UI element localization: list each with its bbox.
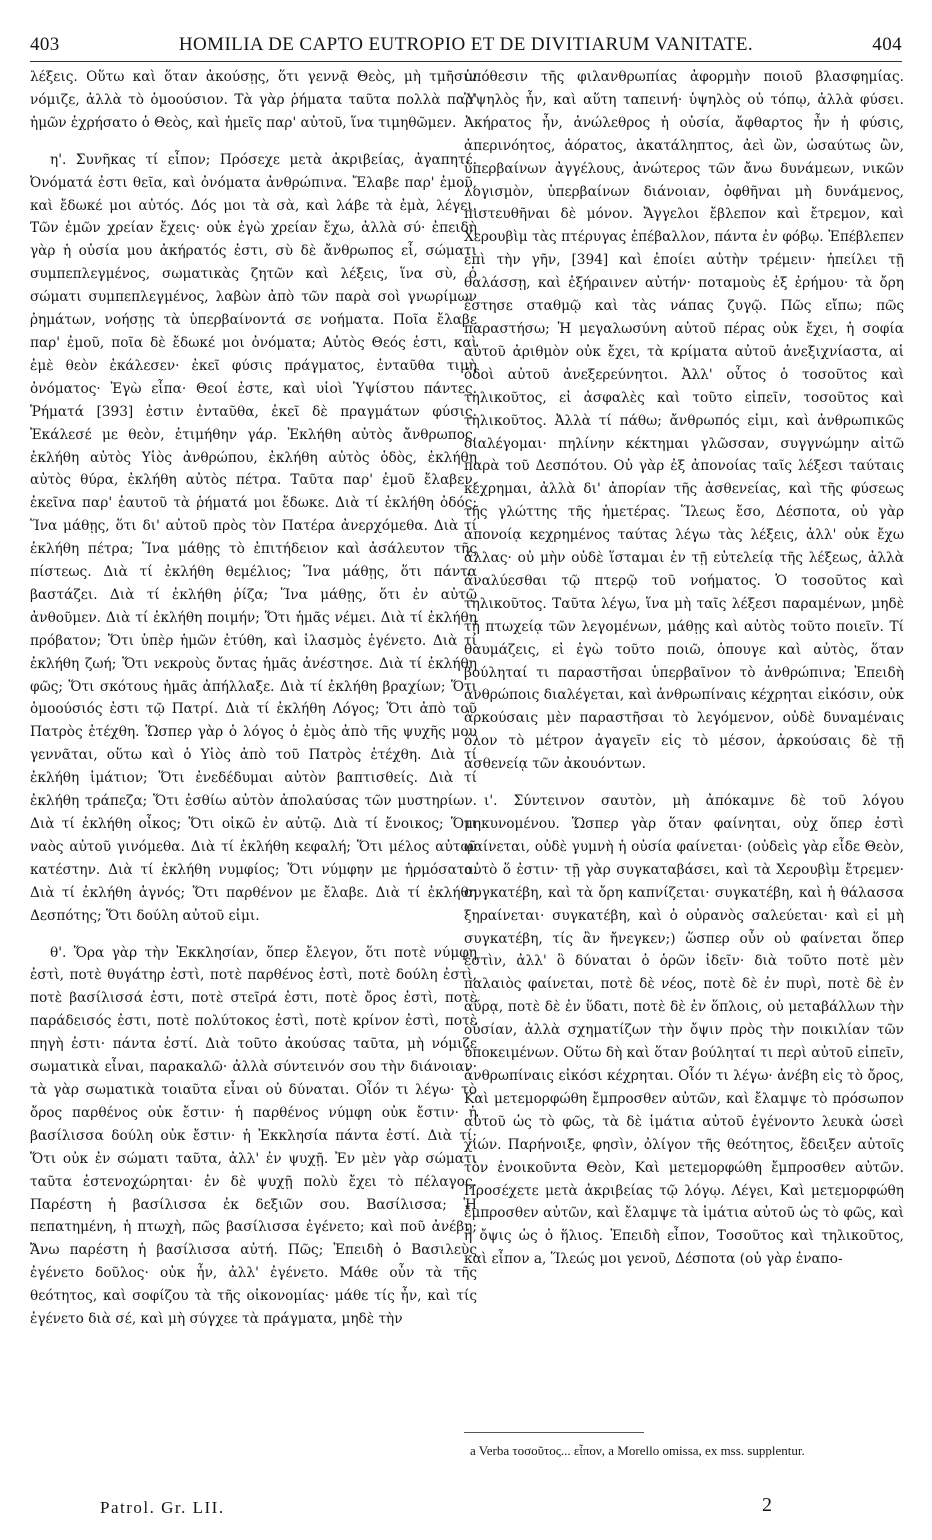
footnote-rule — [464, 1432, 644, 1433]
volume-signature: Patrol. Gr. LII. — [100, 1498, 225, 1517]
running-header — [30, 34, 902, 60]
right-column — [464, 66, 904, 1271]
header-rule — [30, 61, 902, 62]
paragraph-section-10: ι'. Σύντεινον σαυτὸν, μὴ ἀπόκαμνε δὲ τοῦ λόγου μηκυνομένου. Ὥσπερ γὰρ ὅταν φαίνηται, οὐχ ὅπερ ἐστὶ φαίνεται, οὐδὲ γυμνὴ ἡ οὐσία φαίνεται· (οὐδεὶς γὰρ εἶδε Θεὸν, αὐτὸ ὅ ἐστιν· τῇ γὰρ συγκαταβάσει, καὶ τὰ Χερουβὶμ ἔτρεμεν· συγκατέβη, καὶ τὰ ὄρη καπνίζεται· συγκατέβη, καὶ ἡ θάλασσα ξηραίνεται· συγκατέβη, καὶ ὁ οὐρανὸς σαλεύεται· καὶ εἰ μὴ συγκατέβη, τίς ἂν ἤνεγκεν;) ὥσπερ οὖν οὐ φαίνεται ὅπερ ἐστὶν, ἀλλ' ὃ δύναται ὁ ὁρῶν ἰδεῖν· διὰ τοῦτο ποτὲ μὲν παλαιὸς φαίνεται, ποτὲ δὲ νέος, ποτὲ δὲ ἐν πυρὶ, ποτὲ δὲ ἐν αὔρᾳ, ποτὲ δὲ ἐν ὕδατι, ποτὲ δὲ ἐν ὅπλοις, οὐ μεταβάλλων τὴν οὐσίαν, ἀλλὰ σχηματίζων τὴν ὄψιν πρὸς τὴν ποικιλίαν τῶν ὑποκειμένων. Οὕτω δὴ καὶ ὅταν βούληταί τι περὶ αὐτοῦ εἰπεῖν, ἀνθρωπίναις εἰκόσι κέχρηται. Οἷόν τι λέγω· ἀνέβη εἰς τὸ ὄρος, Καὶ μετεμορφώθη ἔμπροσθεν αὐτῶν, καὶ ἔλαμψε τὸ πρόσωπον αὐτοῦ ὡς τὸ φῶς, τὰ δὲ ἱμάτια αὐτοῦ ἐγένοντο λευκὰ ὡσεὶ χιών. Παρήνοιξε, φησὶν, ὀλίγον τῆς θεότητος, ἔδειξεν αὐτοῖς τὸν ἐνοικοῦντα Θεὸν, Καὶ μετεμορφώθη ἔμπροσθεν αὐτῶν. Προσέχετε μετὰ ἀκριβείας τῷ λόγῳ. Λέγει, Καὶ μετεμορφώθη ἔμπροσθεν αὐτῶν, καὶ ἔλαμψε τὰ ἱμάτια αὐτοῦ ὡς τὸ φῶς, καὶ ἡ ὄψις ὡς ὁ ἥλιος. Ἐπειδὴ εἶπον, Τοσοῦτος καὶ τηλικοῦτος, καὶ εἶπον a, Ἵλεώς μοι γενοῦ, Δέσποτα (οὐ γὰρ ἐναπο- — [464, 793, 904, 1268]
paragraph-section-8: η'. Συνῆκας τί εἶπον; Πρόσεχε μετὰ ἀκριβείας, ἀγαπητέ. Ὀνόματά ἐστι θεῖα, καὶ ὀνόματα ἀνθρώπινα. Ἔλαβε παρ' ἐμοῦ, καὶ ἔδωκέ μοι αὐτός. Δός μοι τὰ σὰ, καὶ λάβε τὰ ἐμὰ, λέγει. Τῶν ἐμῶν χρείαν ἔχεις· οὐκ ἐγὼ χρείαν ἔχω, ἀλλὰ σύ· ἐπειδὴ γὰρ ἡ οὐσία μου ἀκήρατός ἐστι, σὺ δὲ ἄνθρωπος εἶ, σώματι συμπεπλεγμένος, σωματικὰς ζητῶν καὶ λέξεις, ἵνα σὺ, ὁ σώματι συμπεπλεγμένος, λαβὼν ἀπὸ τῶν παρὰ σοὶ γνωρίμων ῥημάτων, νοήσῃς τὰ ὑπερβαίνοντά σε νοήματα. Ποῖα ἔλαβε παρ' ἐμοῦ, ποῖα δὲ ἔδωκέ μοι ὀνόματα; Αὐτὸς Θεός ἐστι, καὶ ἐμὲ θεὸν ἐκάλεσεν· ἐκεῖ φύσις πράγματος, ἐνταῦθα τιμὴ ὀνόματος· Ἐγὼ εἶπα· Θεοί ἐστε, καὶ υἱοὶ Ὑψίστου πάντες. Ῥήματά [393] ἐστιν ἐνταῦθα, ἐκεῖ δὲ πραγμάτων φύσις. Ἐκάλεσέ με θεὸν, ἐτιμήθην γάρ. Ἐκλήθη αὐτὸς ἄνθρωπος, ἐκλήθη αὐτὸς Υἱὸς ἀνθρώπου, ἐκλήθη αὐτὸς ὁδὸς, ἐκλήθη αὐτὸς θύρα, ἐκλήθη αὐτὸς πέτρα. Ταῦτα παρ' ἐμοῦ ἔλαβεν, ἐκεῖνα παρ' ἑαυτοῦ τὰ ῥήματά μοι ἔδωκε. Διὰ τί ἐκλήθη ὁδός; Ἵνα μάθῃς, ὅτι δι' αὐτοῦ πρὸς τὸν Πατέρα ἀνερχόμεθα. Διὰ τί ἐκλήθη πέτρα; Ἵνα μάθῃς τὸ ἐπιτήδειον καὶ ἀσάλευτον τῆς πίστεως. Διὰ τί ἐκλήθη θεμέλιος; Ἵνα μάθῃς, ὅτι πάντα βαστάζει. Διὰ τί ἐκλήθη ῥίζα; Ἵνα μάθῃς, ὅτι ἐν αὐτῷ ἀνθοῦμεν. Διὰ τί ἐκλήθη ποιμήν; Ὅτι ἡμᾶς νέμει. Διὰ τί ἐκλήθη πρόβατον; Ὅτι ὑπὲρ ἡμῶν ἐτύθη, καὶ ἱλασμὸς ἐγένετο. Διὰ τί ἐκλήθη ζωή; Ὅτι νεκροὺς ὄντας ἡμᾶς ἀνέστησε. Διὰ τί ἐκλήθη φῶς; Ὅτι σκότους ἡμᾶς ἀπήλλαξε. Διὰ τί ἐκλήθη βραχίων; Ὅτι ὁμοούσιός ἐστι τῷ Πατρί. Διὰ τί ἐκλήθη Λόγος; Ὅτι ἀπὸ τοῦ Πατρὸς ἐτέχθη. Ὥσπερ γὰρ ὁ λόγος ὁ ἐμὸς ἀπὸ τῆς ψυχῆς μου γεννᾶται, οὕτω καὶ ὁ Υἱὸς ἀπὸ τοῦ Πατρὸς ἐτέχθη. Διὰ τί ἐκλήθη ἱμάτιον; Ὅτι ἐνεδέδυμαι αὐτὸν βαπτισθείς. Διὰ τί ἐκλήθη τράπεζα; Ὅτι ἐσθίω αὐτὸν ἀπολαύσας τῶν μυστηρίων. Διὰ τί ἐκλήθη οἶκος; Ὅτι οἰκῶ ἐν αὐτῷ. Διὰ τί ἔνοικος; Ὅτι ναὸς αὐτοῦ γινόμεθα. Διὰ τί ἐκλήθη κεφαλή; Ὅτι μέλος αὐτοῦ κατέστην. Διὰ τί ἐκλήθη νυμφίος; Ὅτι νύμφην με ἡρμόσατο. Διὰ τί ἐκλήθη ἁγνός; Ὅτι παρθένον με ἔλαβε. Διὰ τί ἐκλήθη Δεσπότης; Ὅτι δούλη αὐτοῦ εἰμι. — [30, 151, 477, 924]
left-column — [30, 66, 477, 1331]
page-number-left: 403 — [30, 34, 60, 55]
paragraph-section-9: θ'. Ὅρα γὰρ τὴν Ἐκκλησίαν, ὅπερ ἔλεγον, ὅτι ποτὲ νύμφη ἐστὶ, ποτὲ θυγάτηρ ἐστὶ, ποτὲ παρθένος ἐστὶ, ποτὲ δούλη ἐστὶ, ποτὲ βασίλισσά ἐστι, ποτὲ στεῖρά ἐστι, ποτὲ ὄρος ἐστὶ, ποτὲ παράδεισός ἐστι, ποτὲ πολύτοκος ἐστὶ, ποτὲ κρίνον ἐστὶ, ποτὲ πηγὴ ἐστι· πάντα ἐστί. Διὰ τοῦτο ἀκούσας ταῦτα, μὴ νόμιζε σωματικὰ εἶναι, παρακαλῶ· ἀλλὰ σύντεινόν σου τὴν διάνοιαν· τὰ γὰρ σωματικὰ τοιαῦτα εἶναι οὐ δύναται. Οἷόν τι λέγω· τὸ ὄρος παρθένος οὐκ ἔστιν· ἡ παρθένος νύμφη οὐκ ἔστιν· ἡ βασίλισσα δούλη οὐκ ἔστιν· ἡ Ἐκκλησία πάντα ἐστί. Διὰ τί; Ὅτι οὐκ ἐν σώματι ταῦτα, ἀλλ' ἐν ψυχῇ. Ἐν μὲν γὰρ σώματι ταῦτα ἐστενοχώρηται· ἐν δὲ ψυχῇ πολὺ ἔχει τὸ πέλαγος. Παρέστη ἡ βασίλισσα ἐκ δεξιῶν σου. Βασίλισσα; Ἡ πεπατημένη, ἡ πτωχὴ, πῶς βασίλισσα ἐγένετο; καὶ ποῦ ἀνέβη; Ἄνω παρέστη ἡ βασίλισσα αὐτή. Πῶς; Ἐπειδὴ ὁ Βασιλεὺς ἐγένετο δοῦλος· οὐκ ἦν, ἀλλ' ἐγένετο. Μάθε οὖν τὰ τῆς θεότητος, καὶ σοφίζου τὰ τῆς οἰκονομίας· μάθε τίς ἦν, καὶ τίς ἐγένετο διὰ σέ, καὶ μὴ σύγχεε τὰ πράγματα, μηδὲ τὴν — [30, 944, 477, 1328]
gathering-number: 2 — [762, 1494, 772, 1516]
page-number-right: 404 — [872, 34, 902, 55]
paragraph-continuation-right: ὑπόθεσιν τῆς φιλανθρωπίας ἀφορμὴν ποιοῦ βλασφημίας. Ὑψηλὸς ἦν, καὶ αὕτη ταπεινή· ὑψηλὸς οὐ τόπῳ, ἀλλὰ φύσει. Ἀκήρατος ἦν, ἀνώλεθρος ἡ οὐσία, ἄφθαρτος ἦν ἡ φύσις, ἀπερινόητος, ἀόρατος, ἀκατάληπτος, ἀεὶ ὢν, ὡσαύτως ὢν, ὑπερβαίνων ἀγγέλους, ἀνώτερος τῶν ἄνω δυνάμεων, νικῶν λογισμὸν, ὑπερβαίνων διάνοιαν, ὀφθῆναι μὴ δυνάμενος, πιστευθῆναι δὲ μόνον. Ἄγγελοι ἔβλεπον καὶ ἔτρεμον, καὶ Χερουβὶμ τὰς πτέρυγας ἐπέβαλλον, πάντα ἐν φόβῳ. Ἐπέβλεπεν ἐπὶ τὴν γῆν, [394] καὶ ἐποίει αὐτὴν τρέμειν· ἠπείλει τῇ θαλάσσῃ, καὶ ἐξήραινεν αὐτήν· ποταμοὺς ἐξ ἐρήμου· τὰ ὄρη ἔστησε σταθμῷ καὶ τὰς νάπας ζυγῷ. Πῶς εἴπω; πῶς παραστήσω; Ἡ μεγαλωσύνη αὐτοῦ πέρας οὐκ ἔχει, ἡ σοφία αὐτοῦ ἀριθμὸν οὐκ ἔχει, τὰ κρίματα αὐτοῦ ἀνεξιχνίαστα, αἱ ὁδοὶ αὐτοῦ ἀνεξερεύνητοι. Ἀλλ' οὗτος ὁ τοσοῦτος καὶ τηλικοῦτος, εἰ ἀσφαλὲς καὶ τοῦτο εἰπεῖν, τοσοῦτος καὶ τηλικοῦτος. Ἀλλὰ τί πάθω; ἄνθρωπός εἰμι, καὶ ἀνθρωπικῶς διαλέγομαι· πηλίνην κέκτημαι γλῶσσαν, συγγνώμην αἰτῶ παρὰ τοῦ Δεσπότου. Οὐ γὰρ ἐξ ἀπονοίας ταῖς λέξεσι ταύταις κέχρημαι, ἀλλὰ δι' ἀπορίαν τῆς ἀσθενείας, καὶ τῆς φύσεως τῆς γλώττης τῆς ἡμετέρας. Ἵλεως ἔσο, Δέσποτα, οὐ γὰρ ἀπονοίᾳ κεχρημένος ταύτας λέγω τὰς λέξεις, ἀλλ' οὐκ ἔχω ἄλλας· οὐ μὴν οὐδὲ ἵσταμαι ἐν τῇ εὐτελείᾳ τῆς λέξεως, ἀλλὰ ἀναλύεσθαι τῷ πτερῷ τοῦ νοήματος. Ὁ τοσοῦτος καὶ τηλικοῦτος. Ταῦτα λέγω, ἵνα μὴ ταῖς λέξεσι παραμένων, μηδὲ τῇ πτωχείᾳ τῶν λεγομένων, μάθῃς καὶ αὐτὸς τοῦτο ποιεῖν. Τί θαυμάζεις, εἰ ἐγὼ τοῦτο ποιῶ, ὁπουγε καὶ αὐτὸς, ὅταν βούληταί τι παραστῆσαι ὑπερβαῖνον τὸ ἀνθρώπινα; Ἐπειδὴ ἀνθρώποις διαλέγεται, καὶ ἀνθρωπίναις κέχρηται εἰκόσιν, οὐκ ἀρκούσαις μὲν παραστῆσαι τὸ λεγόμενον, οὐδὲ δυναμέναις ὅλον τὸ μέτρον ἀγαγεῖν εἰς τὸ μέσον, ἀρκούσαις δὲ τῇ ἀσθενείᾳ τῶν ἀκουόντων. — [464, 69, 904, 773]
footnote: a Verba τοσοῦτος... εἶπον, a Morello omissa, ex mss. supplentur. — [470, 1443, 805, 1458]
paragraph-continuation: λέξεις. Οὕτω καὶ ὅταν ἀκούσῃς, ὅτι γεννᾷ Θεὸς, μὴ τμῆσιν νόμιζε, ἀλλὰ τὸ ὁμοούσιον. Τὰ γὰρ ῥήματα ταῦτα πολλὰ παρ' ἡμῶν ἐχρήσατο ὁ Θεὸς, καὶ ἡμεῖς παρ' αὐτοῦ, ἵνα τιμηθῶμεν. — [30, 69, 477, 131]
running-title: HOMILIA DE CAPTO EUTROPIO ET DE DIVITIARUM VANITATE. — [178, 34, 754, 55]
